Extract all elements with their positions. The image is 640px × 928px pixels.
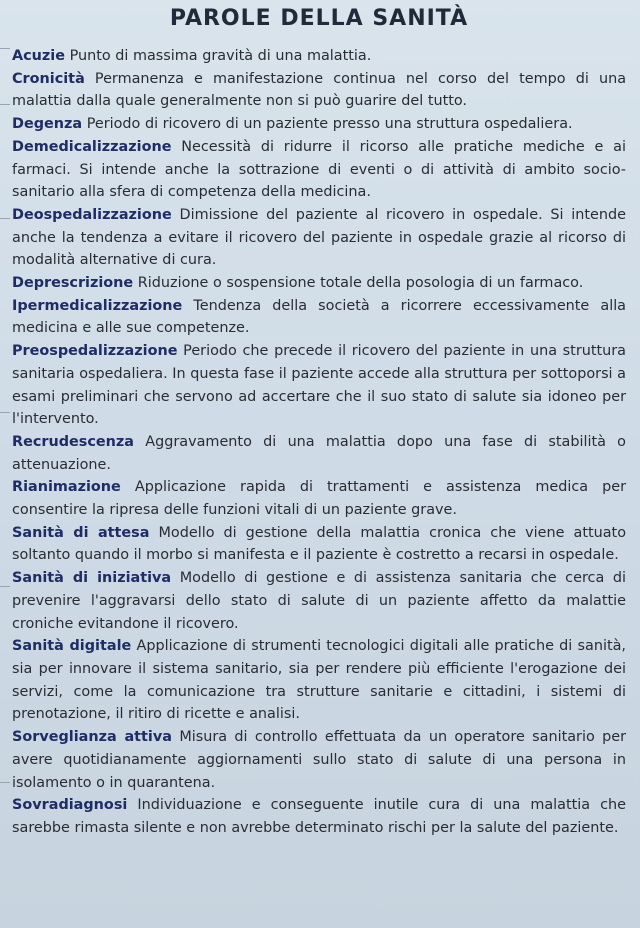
glossary-entry [12,522,626,567]
entry-definition: Individuazione e conseguente inutile cura di una malattia che sarebbe rimasta silente e non avrebbe determinato rischi per la salute del paziente. [12,797,626,836]
entry-definition: Dimissione del paziente al ricovero in ospedale. Si intende anche la tendenza a evitare il ricovero del paziente in ospedale grazie al ricorso di modalità alternative di cura. [12,206,626,269]
glossary-entry [12,295,626,340]
page-edge-mark [0,218,10,219]
glossary-entry [12,476,626,521]
entry-term: Sanità di iniziativa [12,570,172,587]
entry-definition: Applicazione rapida di trattamenti e assistenza medica per consentire la ripresa delle funzioni vitali di un paziente grave. [12,479,626,519]
entry-term: Recrudescenza [12,433,134,450]
entry-definition: Applicazione di strumenti tecnologici digitali alle pratiche di sanità, sia per innovare il sistema sanitario, sia per rendere più efficiente l'erogazione dei servizi, come la comunicazione tra strutture sanitarie e cittadini, i sistemi di prenotazione, il ritiro di ricette e analisi. [12,638,627,723]
entry-definition: Punto di massima gravità di una malattia. [69,48,372,64]
glossary-entry [12,45,626,68]
glossary-entry [12,726,626,794]
page-edge-mark [0,48,10,49]
entry-term: Rianimazione [12,479,121,496]
entry-term: Sanità di attesa [12,524,150,541]
entry-definition: Misura di controllo effettuata da un operatore sanitario per avere quotidianamente aggiornamenti sullo stato di salute di una persona in isolamento o in quarantena. [12,729,627,791]
entry-term: Sorveglianza attiva [12,729,172,746]
entry-term: Demedicalizzazione [12,138,172,155]
page-edge-mark [0,104,10,105]
page-edge-mark [0,412,10,413]
glossary-entry [12,431,626,476]
glossary-list [12,45,626,840]
entry-term: Deprescrizione [12,275,134,292]
page-title: PAROLE DELLA SANITÀ [169,6,469,31]
entry-definition: Permanenza e manifestazione continua nel corso del tempo di una malattia dalla quale generalmente non si può guarire del tutto. [12,70,627,110]
entry-term: Sovradiagnosi [12,797,128,814]
entry-term: Ipermedicalizzazione [12,297,183,314]
entry-term: Preospedalizzazione [12,343,178,360]
glossary-entry [12,113,626,136]
glossary-entry [12,204,626,272]
entry-term: Cronicità [12,70,85,87]
page-edge-mark [0,586,10,587]
glossary-entry [12,635,626,726]
entry-term: Degenza [12,116,83,133]
page-edge-mark [0,782,10,783]
entry-term: Sanità digitale [12,638,132,655]
glossary-entry [12,340,626,431]
entry-definition: Aggravamento di una malattia dopo una fase di stabilità o attenuazione. [12,433,626,473]
entry-definition: Periodo che precede il ricovero del paziente in una struttura sanitaria ospedaliera. In questa fase il paziente accede alla struttura per sottoporsi a esami preliminari che servono ad accertare che il suo stato di salute sia idoneo per l'intervento. [12,343,627,428]
glossary-entry [12,794,626,839]
entry-term: Acuzie [12,48,65,64]
entry-definition: Riduzione o sospensione totale della posologia di un farmaco. [137,275,584,292]
glossary-entry [12,567,626,635]
glossary-entry [12,272,626,295]
entry-definition: Tendenza della società a ricorrere eccessivamente alla medicina e alle sue competenze. [12,297,627,337]
entry-definition: Periodo di ricovero di un paziente presso una struttura ospedaliera. [86,116,573,133]
entry-definition: Modello di gestione e di assistenza sanitaria che cerca di prevenire l'aggravarsi dello stato di salute di un paziente affetto da malattie croniche evitandone il ricovero. [12,570,626,632]
entry-definition: Modello di gestione della malattia cronica che viene attuato soltanto quando il morbo si manifesta e il paziente è costretto a recarsi in ospedale. [12,524,627,564]
entry-term: Deospedalizzazione [12,206,172,223]
entry-definition: Necessità di ridurre il ricorso alle pratiche mediche e ai farmaci. Si intende anche la sottrazione di eventi o di attività di ambito socio-sanitario alla sfera di competenza della medicina. [12,138,626,201]
glossary-entry [12,68,626,113]
glossary-entry [12,136,626,204]
